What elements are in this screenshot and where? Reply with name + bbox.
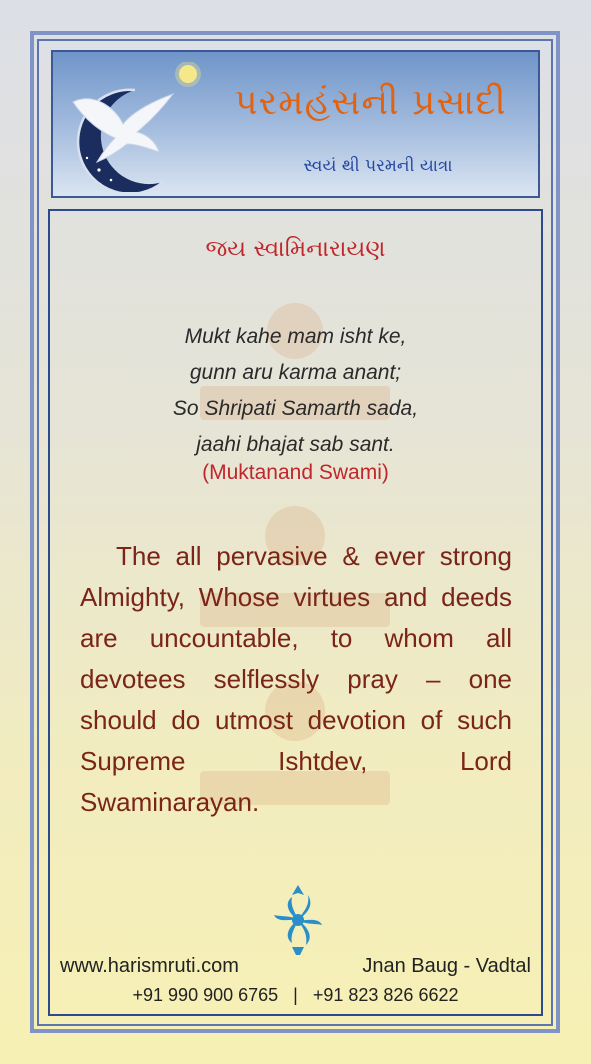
verse-line: gunn aru karma anant; [189, 361, 402, 384]
verse-line: jaahi bhajat sab sant. [196, 433, 395, 456]
verse-meaning: The all pervasive & ever strong Almighty, Whose virtues and deeds are uncountable, to whom all devotees selflessly pray – one should do utmost devotion of such Supreme Ishtdev, Lord Swaminarayan. [80, 541, 512, 817]
verse-attribution: (Muktanand Swami) [202, 461, 389, 484]
banner-subtitle: સ્વયં થી પરમની યાત્રા [303, 156, 453, 176]
website-link[interactable]: www.harismruti.com [60, 955, 239, 977]
banner-title: પરમહંસની પ્રસાદી [234, 82, 507, 123]
phone-numbers: +91 990 900 6765 | +91 823 826 6622 [132, 985, 459, 1005]
greeting: જય સ્વામિનારાયણ [205, 236, 386, 262]
verse-line: Mukt kahe mam isht ke, [184, 325, 407, 348]
dove-moon-emblem-icon [63, 62, 213, 192]
verse-line: So Shripati Samarth sada, [172, 397, 419, 420]
location-text: Jnan Baug - Vadtal [362, 955, 531, 977]
verse [50, 319, 541, 463]
header-banner [51, 50, 540, 198]
content-panel [48, 209, 543, 1016]
swastik-logo-icon [266, 883, 330, 957]
